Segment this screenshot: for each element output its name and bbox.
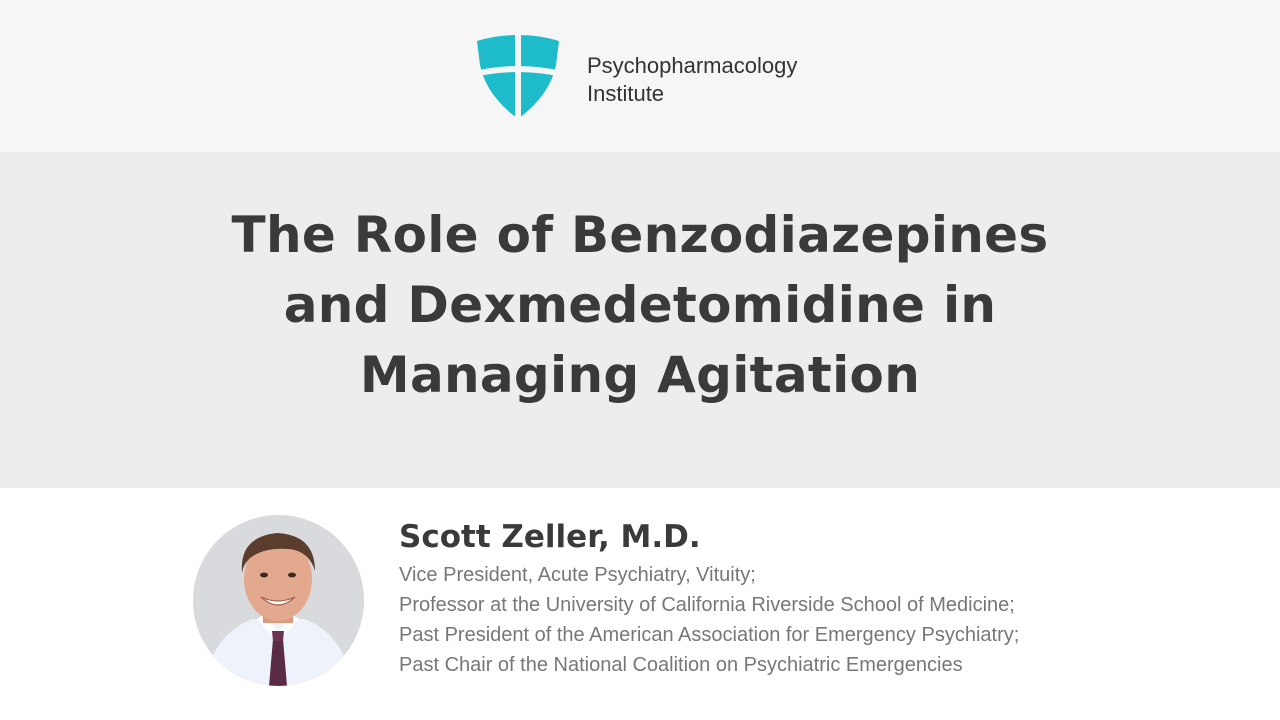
speaker-affiliations [399, 560, 1159, 680]
shield-cross-logo-icon [474, 35, 562, 119]
title-line2: and Dexmedetomidine in [283, 276, 997, 334]
speaker-name: Scott Zeller, M.D. [399, 519, 701, 555]
speaker-photo [193, 515, 364, 686]
affiliation-line: Vice President, Acute Psychiatry, Vituity; [399, 564, 756, 586]
affiliation-line: Professor at the University of California Riverside School of Medicine; [399, 594, 1015, 616]
organization-name [587, 52, 887, 108]
title-line3: Managing Agitation [359, 346, 921, 404]
title-line1: The Role of Benzodiazepines [231, 206, 1049, 264]
affiliation-line: Past President of the American Association for Emergency Psychiatry; [399, 624, 1020, 646]
affiliation-line: Past Chair of the National Coalition on Psychiatric Emergencies [399, 654, 963, 676]
speaker-section [0, 488, 1280, 720]
organization-name-line1: Psychopharmacology [587, 53, 798, 78]
organization-name-line2: Institute [587, 81, 665, 106]
header [0, 0, 1280, 152]
title-band [0, 152, 1280, 488]
presentation-title [140, 200, 1140, 410]
